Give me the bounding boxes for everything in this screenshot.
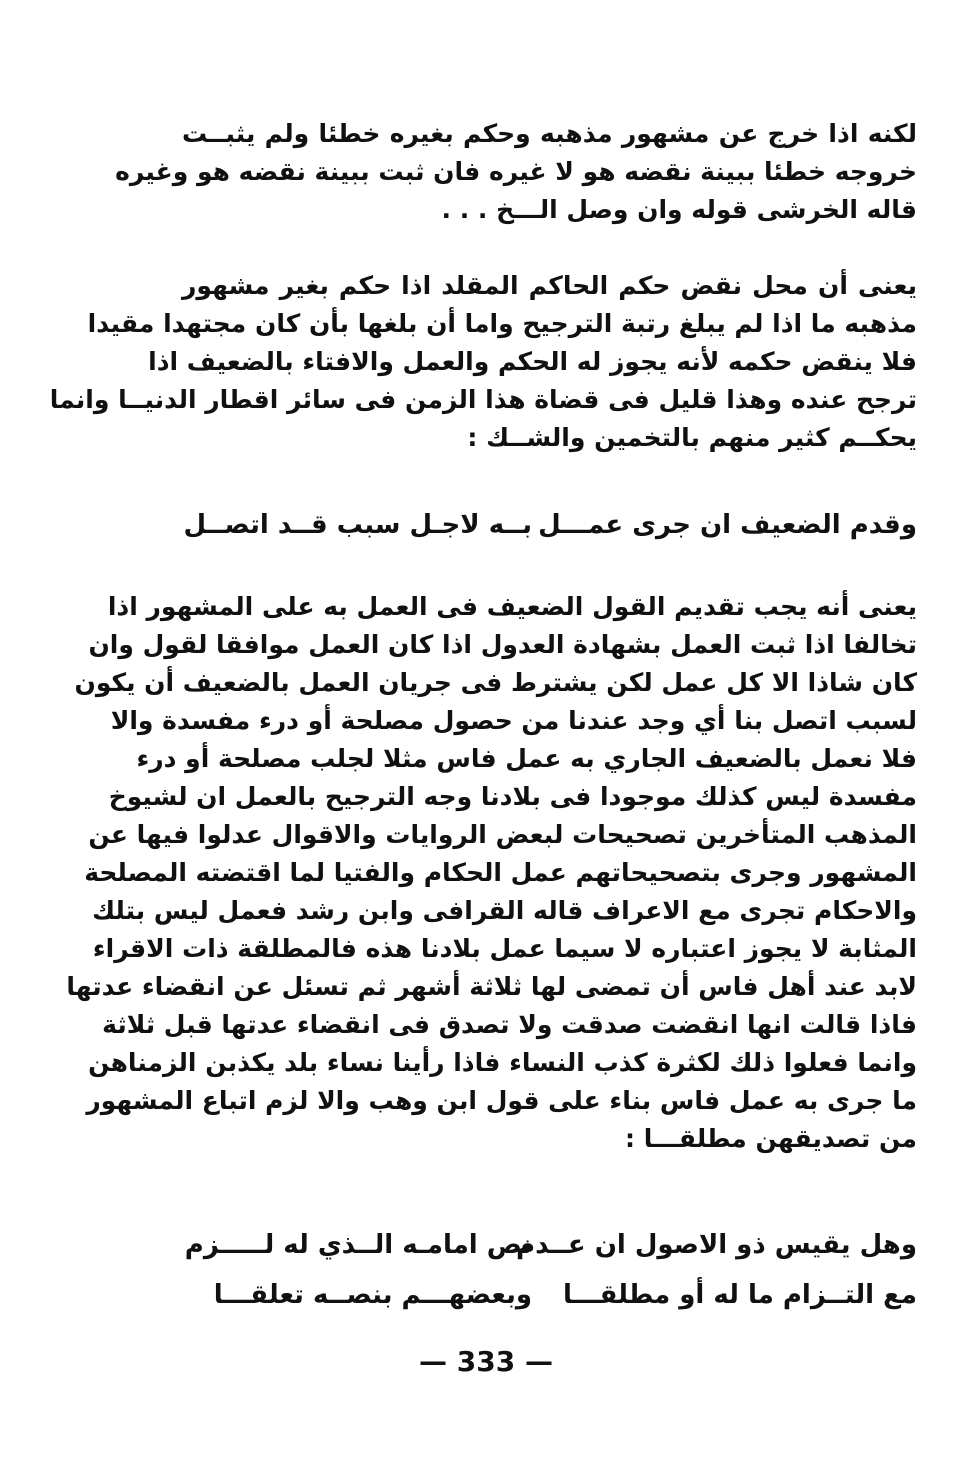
text-line: المثابة لا يجوز اعتباره لا سيما عمل بلادنا هذه فالمطلقة ذات الاقراء [92, 934, 917, 963]
text-line: المشهور وجرى بتصحيحاتهم عمل الحكام والفتيا لما اقتضته المصلحة [84, 858, 917, 887]
verse-hemistich-second: وبعضهـــم بنصــه تعلقـــا [213, 1280, 532, 1310]
verse-1 [182, 505, 917, 545]
verse-hemistich-first: وقدم الضعيف ان جرى عمـــل [538, 510, 917, 540]
paragraph-3 [66, 588, 917, 1158]
text-line: قاله الخرشى قوله وان وصل الـــخ . . . [441, 195, 917, 224]
paragraph-1 [115, 115, 917, 229]
text-line: يعنى أن محل نقض حكم الحاكم المقلد اذا حكم بغير مشهور [182, 271, 917, 300]
verse-hemistich-first: مع التــزام ما له أو مطلقـــا [563, 1280, 917, 1310]
text-line: فاذا قالت انها انقضت صدقت ولا تصدق فى انقضاء عدتها قبل ثلاثة [102, 1010, 917, 1039]
text-line: ما جرى به عمل فاس بناء على قول ابن وهب والا لزم اتباع المشهور [86, 1086, 917, 1115]
text-line: فلا ينقض حكمه لأنه يجوز له الحكم والعمل والافتاء بالضعيف اذا [148, 347, 917, 376]
text-line: لسبب اتصل بنا أي وجد عندنا من حصول مصلحة أو درء مفسدة والا [110, 706, 917, 735]
text-line: وانما فعلوا ذلك لكثرة كذب النساء فاذا رأينا نساء بلد يكذبن الزمناهن [88, 1048, 917, 1077]
page-number: — 333 — [419, 1345, 553, 1378]
text-line: يعنى أنه يجب تقديم القول الضعيف فى العمل به على المشهور اذا [107, 592, 917, 621]
text-line: يحكــم كثير منهم بالتخمين والشــك : [467, 423, 917, 452]
text-line: من تصديقهن مطلقـــا : [625, 1124, 917, 1153]
text-line: والاحكام تجرى مع الاعراف قاله القرافى وابن رشد فعمل ليس بتلك [92, 896, 917, 925]
verse-2 [182, 1225, 917, 1265]
text-line: خروجه خطئا ببينة نقضه هو لا غيره فان ثبت ببينة نقضه هو وغيره [115, 157, 917, 186]
verse-hemistich-second: بــه لاجـل سبب قــد اتصــل [183, 510, 532, 540]
text-line: مفسدة ليس كذلك موجودا فى بلادنا وجه الترجيح بالعمل ان لشيوخ [108, 782, 917, 811]
verse-hemistich-first: وهل يقيس ذو الاصول ان عــدم [516, 1230, 917, 1260]
text-line: لكنه اذا خرج عن مشهور مذهبه وحكم بغيره خطئا ولم يثبــت [182, 119, 917, 148]
text-line: المذهب المتأخرين تصحيحات لبعض الروايات والاقوال عدلوا فيها عن [88, 820, 917, 849]
text-line: ترجح عنده وهذا قليل فى قضاة هذا الزمن فى سائر اقطار الدنيــا وانما [49, 385, 917, 414]
verse-hemistich-second: نص امامـه الــذي له لـــــزم [184, 1230, 532, 1260]
paragraph-2 [49, 267, 917, 457]
text-line: كان شاذا الا كل عمل لكن يشترط فى جريان العمل بالضعيف أن يكون [74, 668, 917, 697]
text-line: تخالفا اذا ثبت العمل بشهادة العدول اذا كان العمل موافقا لقول وان [88, 630, 917, 659]
text-line: فلا نعمل بالضعيف الجاري به عمل فاس مثلا لجلب مصلحة أو درء [136, 744, 917, 773]
verse-3 [182, 1275, 917, 1315]
text-line: مذهبه ما اذا لم يبلغ رتبة الترجيح واما أن بلغها بأن كان مجتهدا مقيدا [87, 309, 917, 338]
text-line: لابد عند أهل فاس أن تمضى لها ثلاثة أشهر ثم تسئل عن انقضاء عدتها [66, 972, 917, 1001]
